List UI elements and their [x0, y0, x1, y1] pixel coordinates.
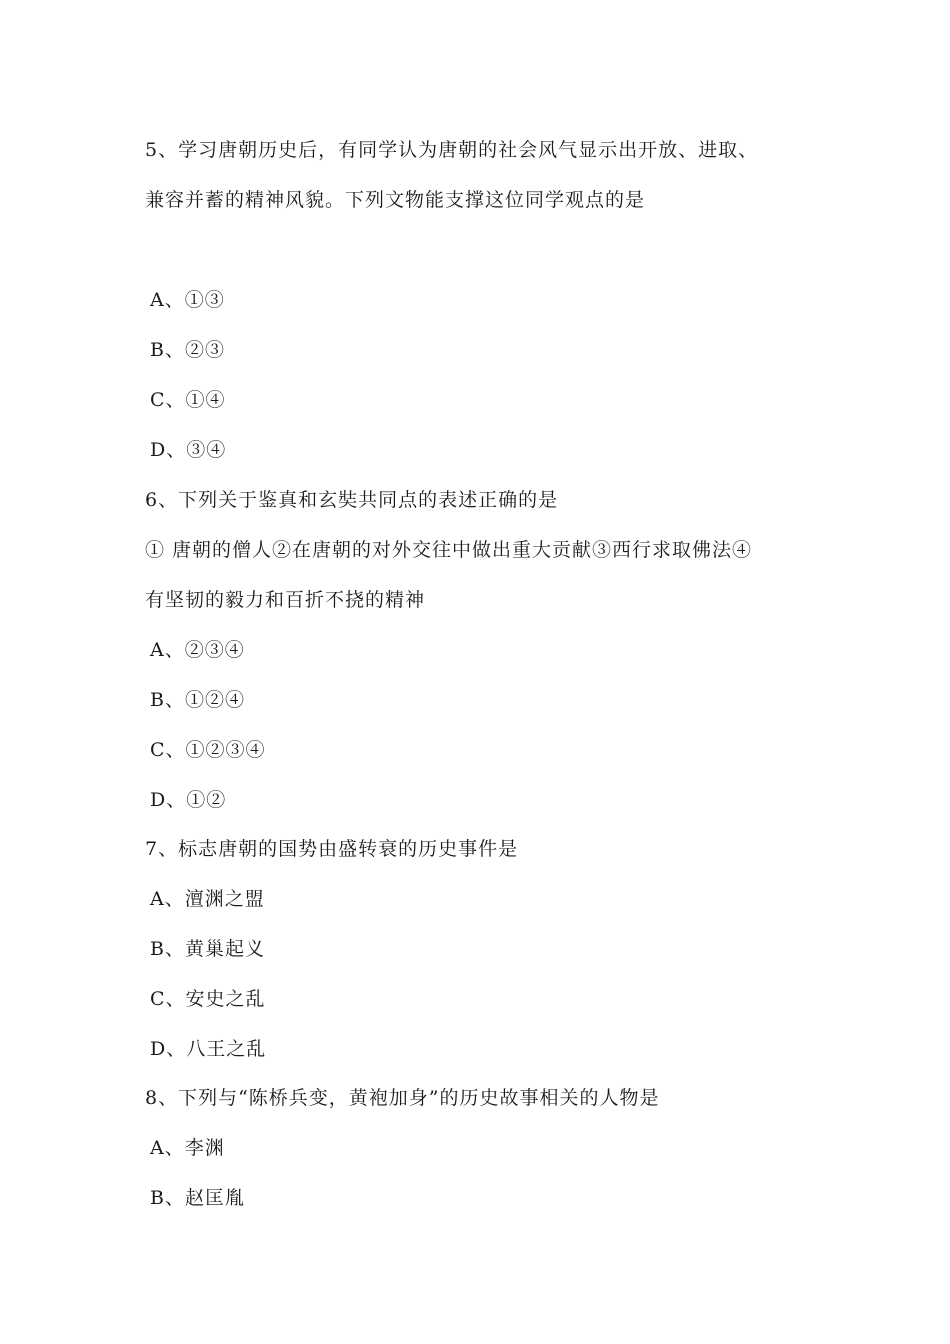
- q6-detail-line2: 有坚韧的毅力和百折不挠的精神: [145, 589, 426, 611]
- q6-stem: 6、下列关于鉴真和玄奘共同点的表述正确的是: [145, 489, 559, 511]
- q7-option-c: C、安史之乱: [150, 988, 266, 1010]
- q5-option-d: D、③④: [150, 439, 227, 461]
- q6-option-d: D、①②: [150, 789, 227, 811]
- q5-stem-line1: 5、学习唐朝历史后，有同学认为唐朝的社会风气显示出开放、进取、: [145, 139, 759, 161]
- q6-detail-line1: ① 唐朝的僧人②在唐朝的对外交往中做出重大贡献③西行求取佛法④: [145, 539, 753, 561]
- q7-stem: 7、标志唐朝的国势由盛转衰的历史事件是: [145, 838, 519, 860]
- q8-stem: 8、下列与“陈桥兵变，黄袍加身”的历史故事相关的人物是: [145, 1087, 660, 1109]
- q6-option-c: C、①②③④: [150, 739, 266, 761]
- q5-option-b: B、②③: [150, 339, 225, 361]
- q8-option-a: A、李渊: [150, 1137, 225, 1159]
- q7-option-a: A、澶渊之盟: [150, 888, 265, 910]
- q6-option-a: A、②③④: [150, 639, 245, 661]
- q5-stem-line2: 兼容并蓄的精神风貌。下列文物能支撑这位同学观点的是: [145, 189, 646, 211]
- q6-option-b: B、①②④: [150, 689, 245, 711]
- q7-option-b: B、黄巢起义: [150, 938, 265, 960]
- q5-option-c: C、①④: [150, 389, 226, 411]
- q7-option-d: D、八王之乱: [150, 1038, 267, 1060]
- q8-option-b: B、赵匡胤: [150, 1187, 245, 1209]
- q5-option-a: A、①③: [150, 289, 225, 311]
